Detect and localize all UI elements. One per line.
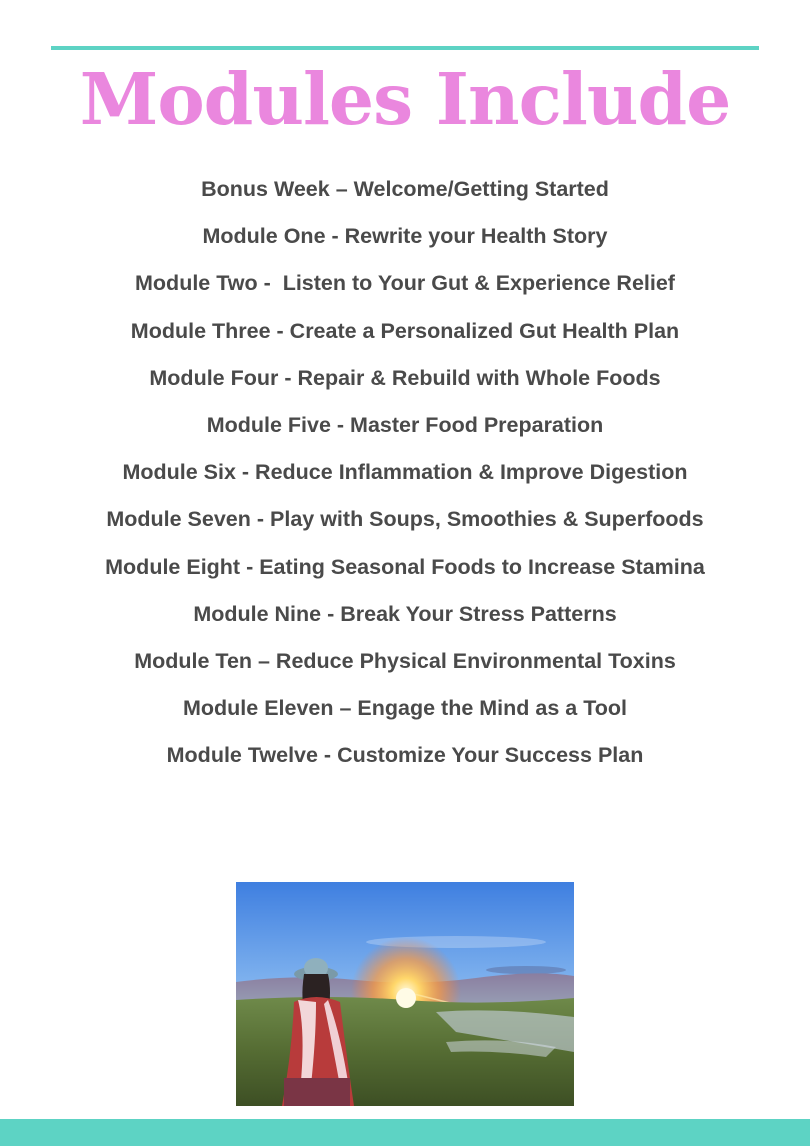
module-item-eleven: Module Eleven – Engage the Mind as a Tool xyxy=(182,696,627,721)
module-item-eight: Module Eight - Eating Seasonal Foods to Increase Stamina xyxy=(105,554,705,579)
module-list xyxy=(0,166,810,779)
module-item-one: Module One - Rewrite your Health Story xyxy=(202,224,608,249)
module-item-twelve: Module Twelve - Customize Your Success Plan xyxy=(166,743,644,768)
module-item-four: Module Four - Repair & Rebuild with Whole Foods xyxy=(149,365,661,390)
top-divider xyxy=(51,46,759,50)
module-item-six: Module Six - Reduce Inflammation & Improve Digestion xyxy=(122,460,688,485)
module-item-seven: Module Seven - Play with Soups, Smoothies & Superfoods xyxy=(106,507,704,532)
sunset-photo xyxy=(236,882,574,1106)
module-item-five: Module Five - Master Food Preparation xyxy=(206,412,604,437)
bottom-band xyxy=(0,1119,810,1146)
module-item-two: Module Two - Listen to Your Gut & Experience Relief xyxy=(135,271,675,296)
module-item-nine: Module Nine - Break Your Stress Patterns xyxy=(193,601,617,626)
page-title: Modules Include xyxy=(79,57,731,141)
module-item-bonus-week: Bonus Week – Welcome/Getting Started xyxy=(201,177,609,201)
module-item-ten: Module Ten – Reduce Physical Environmental Toxins xyxy=(134,648,676,673)
module-item-three: Module Three - Create a Personalized Gut Health Plan xyxy=(130,318,680,343)
